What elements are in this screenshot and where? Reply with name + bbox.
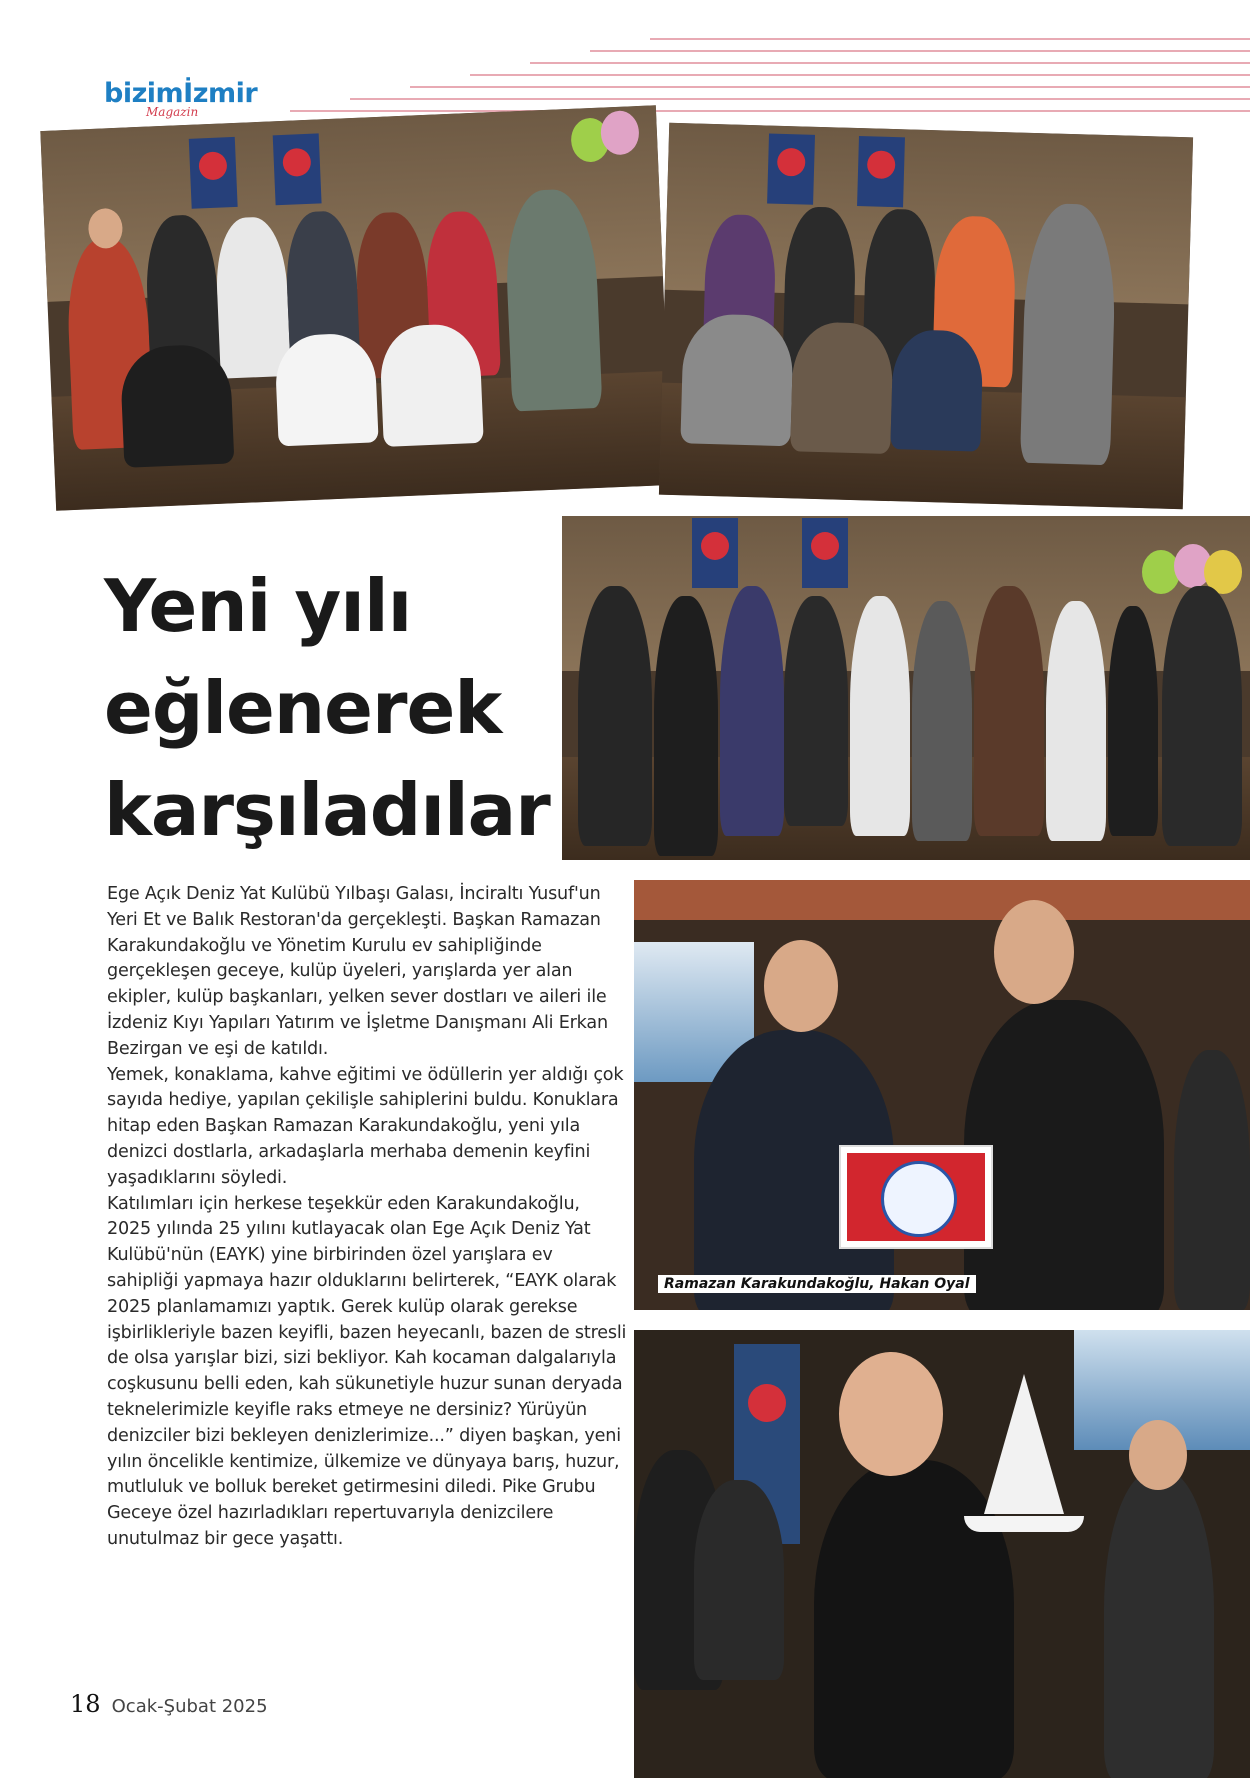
guest (379, 323, 484, 447)
guest (654, 596, 718, 856)
eayk-flag (692, 518, 738, 588)
guest (912, 601, 972, 841)
article-headline (104, 555, 550, 861)
model-sailboat (984, 1374, 1064, 1514)
award-photo (634, 880, 1250, 1310)
prize-photo (634, 1330, 1250, 1778)
logo-subtitle: Magazin (146, 105, 199, 119)
headline-line-3: karşıladılar (104, 768, 550, 852)
guest (119, 343, 234, 468)
article-body (107, 882, 627, 1553)
article-paragraph-3: Katılımları için herkese teşekkür eden Karakundakoğlu, 2025 yılında 25 yılını kutlayacak olan Ege Açık Deniz Yat Kulübü'nün (EAYK) yine birbirinden özel yarışlara ev sahipliği yapmaya hazır olduklarını belirterek, “EAYK olarak 2025 planlamamızı yaptık. Gerek kulüp olarak gerekse işbirlikleriyle bazen keyifli, bazen heyecanlı, bazen de stresli de olsa yarışlar bizi, sizi bekliyor. Kah kocaman dalgalarıyla coşkusunu belli eden, kah sükunetiyle huzur sunan deryada teknelerimizle keyifle raks etmeye ne dersiniz? Yürüyün denizciler bizi bekleyen denizlerimize...” diyen başkan, yeni yılın öncelikle kentimize, ülkemize ve dünyaya barış, huzur, mutluluk ve bolluk bereket getirmesini diledi. Pike Grubu Geceye özel hazırladıkları repertuvarıyla denizcilere unutulmaz bir gece yaşattı. (107, 1193, 627, 1549)
header-stripe (650, 38, 1250, 40)
guest (890, 329, 983, 451)
guest (1108, 606, 1158, 836)
header-stripe (590, 50, 1250, 52)
guest (1162, 586, 1242, 846)
group-photo-2 (659, 123, 1193, 509)
page-folio (70, 1690, 268, 1718)
guest (680, 313, 794, 446)
eayk-flag (273, 133, 322, 205)
guest (578, 586, 652, 846)
guest (790, 321, 894, 454)
article-paragraph-2: Yemek, konaklama, kahve eğitimi ve ödüllerin yer aldığı çok sayıda hediye, yapılan çekilişle sahiplerini buldu. Konuklara hitap eden Başkan Ramazan Karakundakoğlu, yeni yıla denizci dostlarla, arkadaşlarla merhaba demenin keyfini yaşadıklarını söyledi. (107, 1064, 624, 1188)
person-right (964, 1000, 1164, 1310)
group-photo-1 (40, 105, 671, 510)
guest (974, 586, 1044, 836)
header-stripe (350, 98, 1250, 100)
headline-line-2: eğlenerek (104, 666, 502, 750)
seated-guest (694, 1480, 784, 1680)
guest (274, 332, 379, 446)
singer (1104, 1470, 1214, 1778)
guest (1046, 601, 1106, 841)
group-photo-3 (562, 516, 1250, 860)
eayk-flag (857, 136, 905, 207)
header-stripe (530, 62, 1250, 64)
logo-wordmark: bizimİzmir (104, 78, 258, 109)
article-paragraph-1: Ege Açık Deniz Yat Kulübü Yılbaşı Galası, İnciraltı Yusuf'un Yeri Et ve Balık Restoran'da gerçekleşti. Başkan Ramazan Karakundakoğlu ve Yönetim Kurulu ev sahipliğinde gerçekleşen geceye, kulüp üyeleri, yarışlarda yer alan ekipler, kulüp başkanları, yelken sever dostları ve aileri ile İzdeniz Kıyı Yapıları Yatırım ve İşletme Danışmanı Ali Erkan Bezirgan ve eşi de katıldı. (107, 884, 608, 1059)
guest (784, 596, 848, 826)
musician (1174, 1050, 1250, 1310)
eayk-flag (767, 134, 815, 205)
headline-line-1: Yeni yılı (104, 564, 412, 648)
guest (850, 596, 910, 836)
model-hull (964, 1516, 1084, 1532)
header-stripe (410, 86, 1250, 88)
eayk-flag (189, 137, 238, 209)
photo-caption: Ramazan Karakundakoğlu, Hakan Oyal (658, 1275, 976, 1293)
club-flag-plaque (839, 1145, 993, 1249)
page-number: 18 (70, 1690, 101, 1718)
magazine-logo (104, 78, 258, 124)
guest (720, 586, 784, 836)
eayk-flag (802, 518, 848, 588)
header-stripe (470, 74, 1250, 76)
header-stripe (290, 110, 1250, 112)
issue-date: Ocak-Şubat 2025 (111, 1696, 268, 1717)
